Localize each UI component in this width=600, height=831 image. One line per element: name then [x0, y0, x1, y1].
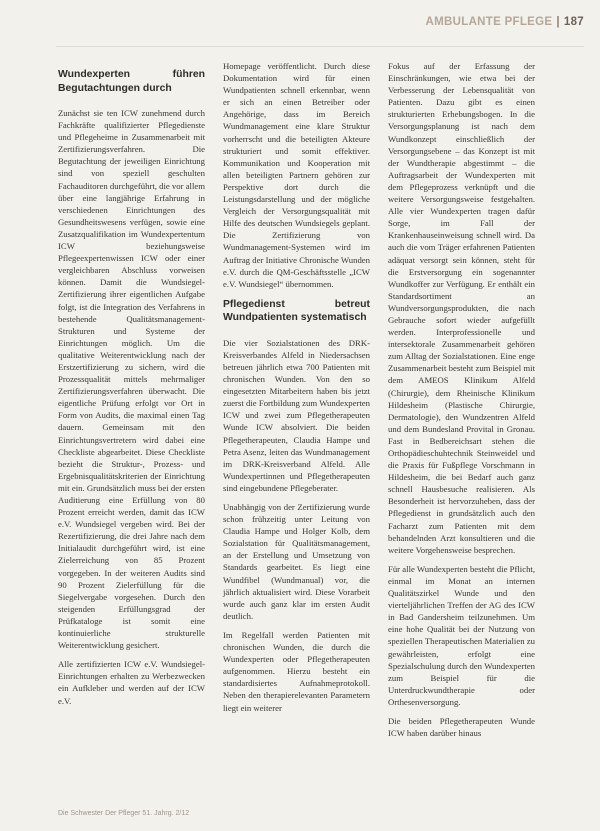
- running-header: [426, 16, 584, 28]
- paragraph: Zunächst sie ten ICW zunehmend durch Fachkräfte qualifizierter Pflegedienste und Pflegeheime in Zusammenarbeit mit Zertifizierungsverfahren. Die Begutachtung der jeweiligen Einrichtung sind von speziell geschulten Fachauditoren durchgeführt, die vor allem über eine langjährige Erfahrung in verschiedenen Einrichtungen des Gesundheitswesens verfügen, sowie eine Zusatzqualifikation im Wundexpertentum ICW beziehungsweise Pflegeexpertenwissen ICW oder einer vergleichbaren Abschluss vorweisen können. Damit die Wundsiegel-Zertifizierung ihrer eigentlichen Aufgabe folgt, ist die Integration des Verfahrens in bestehende Qualitätsmanagement-Strukturen und Systeme der Einrichtungen möglich. Um die qualitative Weiterentwicklung nach der Erstzertifizierung zu sichern, wird die Prozessqualität mittels mehrmaliger Zertifizierungsverfahren überwacht. Die eigentliche Prüfung erfolgt vor Ort in Form von Audits, die maximal einen Tag dauern. Gemeinsam mit den Einrichtungsvertretern wird dabei eine Checkliste abgearbeitet. Diese Checkliste bezieht die Struktur-, Prozess- und Ergebnisqualitätskriterien der Einrichtung mit ein. Grundsätzlich muss bei der ersten Auditierung eine Erfüllung von 80 Prozent erreicht werden, damit das ICW e.V. Wundsiegel vergeben wird. Bei der Rezertifizierung, die drei Jahre nach dem Initialaudit durchgeführt wird, ist eine Zielerreichung von 85 Prozent vorgegeben. In der weiteren Audits sind 90 Prozent Zielerfüllung für die Siegelvergabe vorgesehen. Durch den steigenden Erfüllungsgrad der Prüfkataloge ist somit eine kontinuierliche strukturelle Weiterentwicklung gesichert.: [58, 108, 205, 651]
- section-heading-wundexperten: Wundexperten führen Begutachtungen durch: [58, 69, 205, 94]
- paragraph: Die beiden Pflegetherapeuten Wunde ICW haben darüber hinaus: [388, 715, 535, 739]
- paragraph: Homepage veröffentlicht. Durch diese Dokumentation wird für einen Wundpatienten schnell erkennbar, wenn er sich an einen Betreiber oder Angehörige, dass im Bereich Wundmanagement eine klare Struktur vorherrscht und die beteiligten Akteure strukturiert und somit effektiver. Kommunikation und Kooperation mit allen beteiligten Partnern gehören zur Perspektive dort durch die Leistungsdarstellung und der mögliche Vergleich der Versorgungsqualität mit Hilfe des deutschen Wundsiegels geplant. Die Zertifizierung von Wundmanagement-Systemen wird im Auftrag der Initiative Chronische Wunden e.V. durch die QM-Geschäftsstelle „ICW e.V. Wundsiegel“ übernommen.: [223, 61, 370, 289]
- header-rule: [56, 46, 584, 47]
- text-column-2: [223, 60, 370, 721]
- section-title: AMBULANTE PFLEGE: [425, 16, 553, 28]
- paragraph: Fokus auf der Erfassung der Einschränkungen, wie etwa bei der Verbesserung der Lebensqualität von Patienten. Dazu gibt es einen strukturierten Erhebungsbogen. In die Versorgungsplanung ist nach dem Wundkonzept einschließlich der Versorgungsebene – das Konzept ist mit der Wundtherapie abgestimmt – die Auftragsarbeit der Wundexperten mit dem Pflegeprozess verknüpft und die weitere Versorgungsweise festgehalten. Alle vier Wundexperten tragen dafür Sorge, im Fall der Krankenhauseinweisung schnell wird. Da auch die vom Träger erfahrenen Patienten adäquat versorgt sein können, steht für die Erstversorgung ein sogenannter Wundkoffer zur Verfügung. Er enthält ein Standardsortiment an Wundversorgungsprodukten, die nach Gebrauche sofort wieder aufgefüllt werden. Interprofessionelle und intersektorale Zusammenarbeit gehören zum Alltag der Sozialstationen. Eine enge Zusammenarbeit besteht zum Beispiel mit dem AMEOS Klinikum Alfeld (Chirurgie), dem Rheinische Klinikum Hildesheim (Plastische Chirurgie, Dermatologie), den Wundzentren Alfeld und dem Bundesland Provital in Gronau. Fast in Bedbereichsart stehen die Orthopädieschuhtechnik Steinweidel und die Praxis für Fußpflege Vorschmann in Hildesheim, die bei Bedarf auch ganz schnell Hausbesuche realisieren. Als Besonderheit ist hervorzuheben, dass der Pflegedienst in grundsätzlich auch den Facharzt zum Patienten mit dem behandelnden Arzt konsultieren und die weitere Vorgehensweise besprechen.: [388, 61, 535, 555]
- paragraph: Im Regelfall werden Patienten mit chronischen Wunden, die durch die Wundexperten oder Pflegetherapeuten aufgenommen. Hierzu besteht ein standardisiertes Aufnahmeprotokoll. Neben den therapierelevanten Parametern liegt ein weiterer: [223, 629, 370, 713]
- section-heading-pflegedienst: Pflegedienst betreut Wundpatienten systematisch: [223, 298, 370, 324]
- header-separator: |: [556, 16, 560, 28]
- text-column-1: [58, 60, 205, 714]
- paragraph: Die vier Sozialstationen des DRK-Kreisverbandes Alfeld in Niedersachsen betreuen jährlich etwa 700 Patienten mit chronischen Wunden. Von den so eingesetzten Mitarbeitern haben bis jetzt zuerst die Fortbildung zum Wundexperten ICW und zwei zum Pflegetherapeuten Wunde ICW absolviert. Die beiden Pflegetherapeuten, Claudia Hampe und Petra Asenz, leiten das Wundmanagement im DRK-Kreisverband Alfeld. Alle Wundexpertinnen und Pflegetherapeuten sind eingebundene Pflegeberater.: [223, 337, 370, 493]
- paragraph: Für alle Wundexperten besteht die Pflicht, einmal im Monat an internen Qualitätszirkel Wunde und den vierteljährlichen Treffen der AG des ICW in Bad Gandersheim teilzunehmen. Um eine hohe Qualität bei der Nutzung von speziellen Therapeutischen Materialien zu gewährleisten, erfolgt eine Spezialschulung durch den Wundexperten zum Beispiel für die Unterdruckwundtherapie oder Orthesenversorgung.: [388, 563, 535, 707]
- page-footer: Die Schwester Der Pfleger 51. Jahrg. 2/12: [58, 810, 190, 817]
- paragraph: Unabhängig von der Zertifizierung wurde schon frühzeitig unter Leitung von Claudia Hampe und Holger Kolb, dem Sozialstation für Qualitätsmanagement, an der Erstellung und Umsetzung von Standards gearbeitet. Es liegt eine Wundfibel (Wundmanual) vor, die jährlich aktualisiert wird. Diese Vorarbeit wurde auch ganz klar im ersten Audit deutlich.: [223, 502, 370, 621]
- text-column-3: [388, 60, 535, 746]
- paragraph: Alle zertifizierten ICW e.V. Wundsiegel-Einrichtungen erhalten zu Werbezwecken ein Aufkleber und werden auf der ICW e.V.: [58, 659, 205, 706]
- page-number: 187: [563, 16, 584, 28]
